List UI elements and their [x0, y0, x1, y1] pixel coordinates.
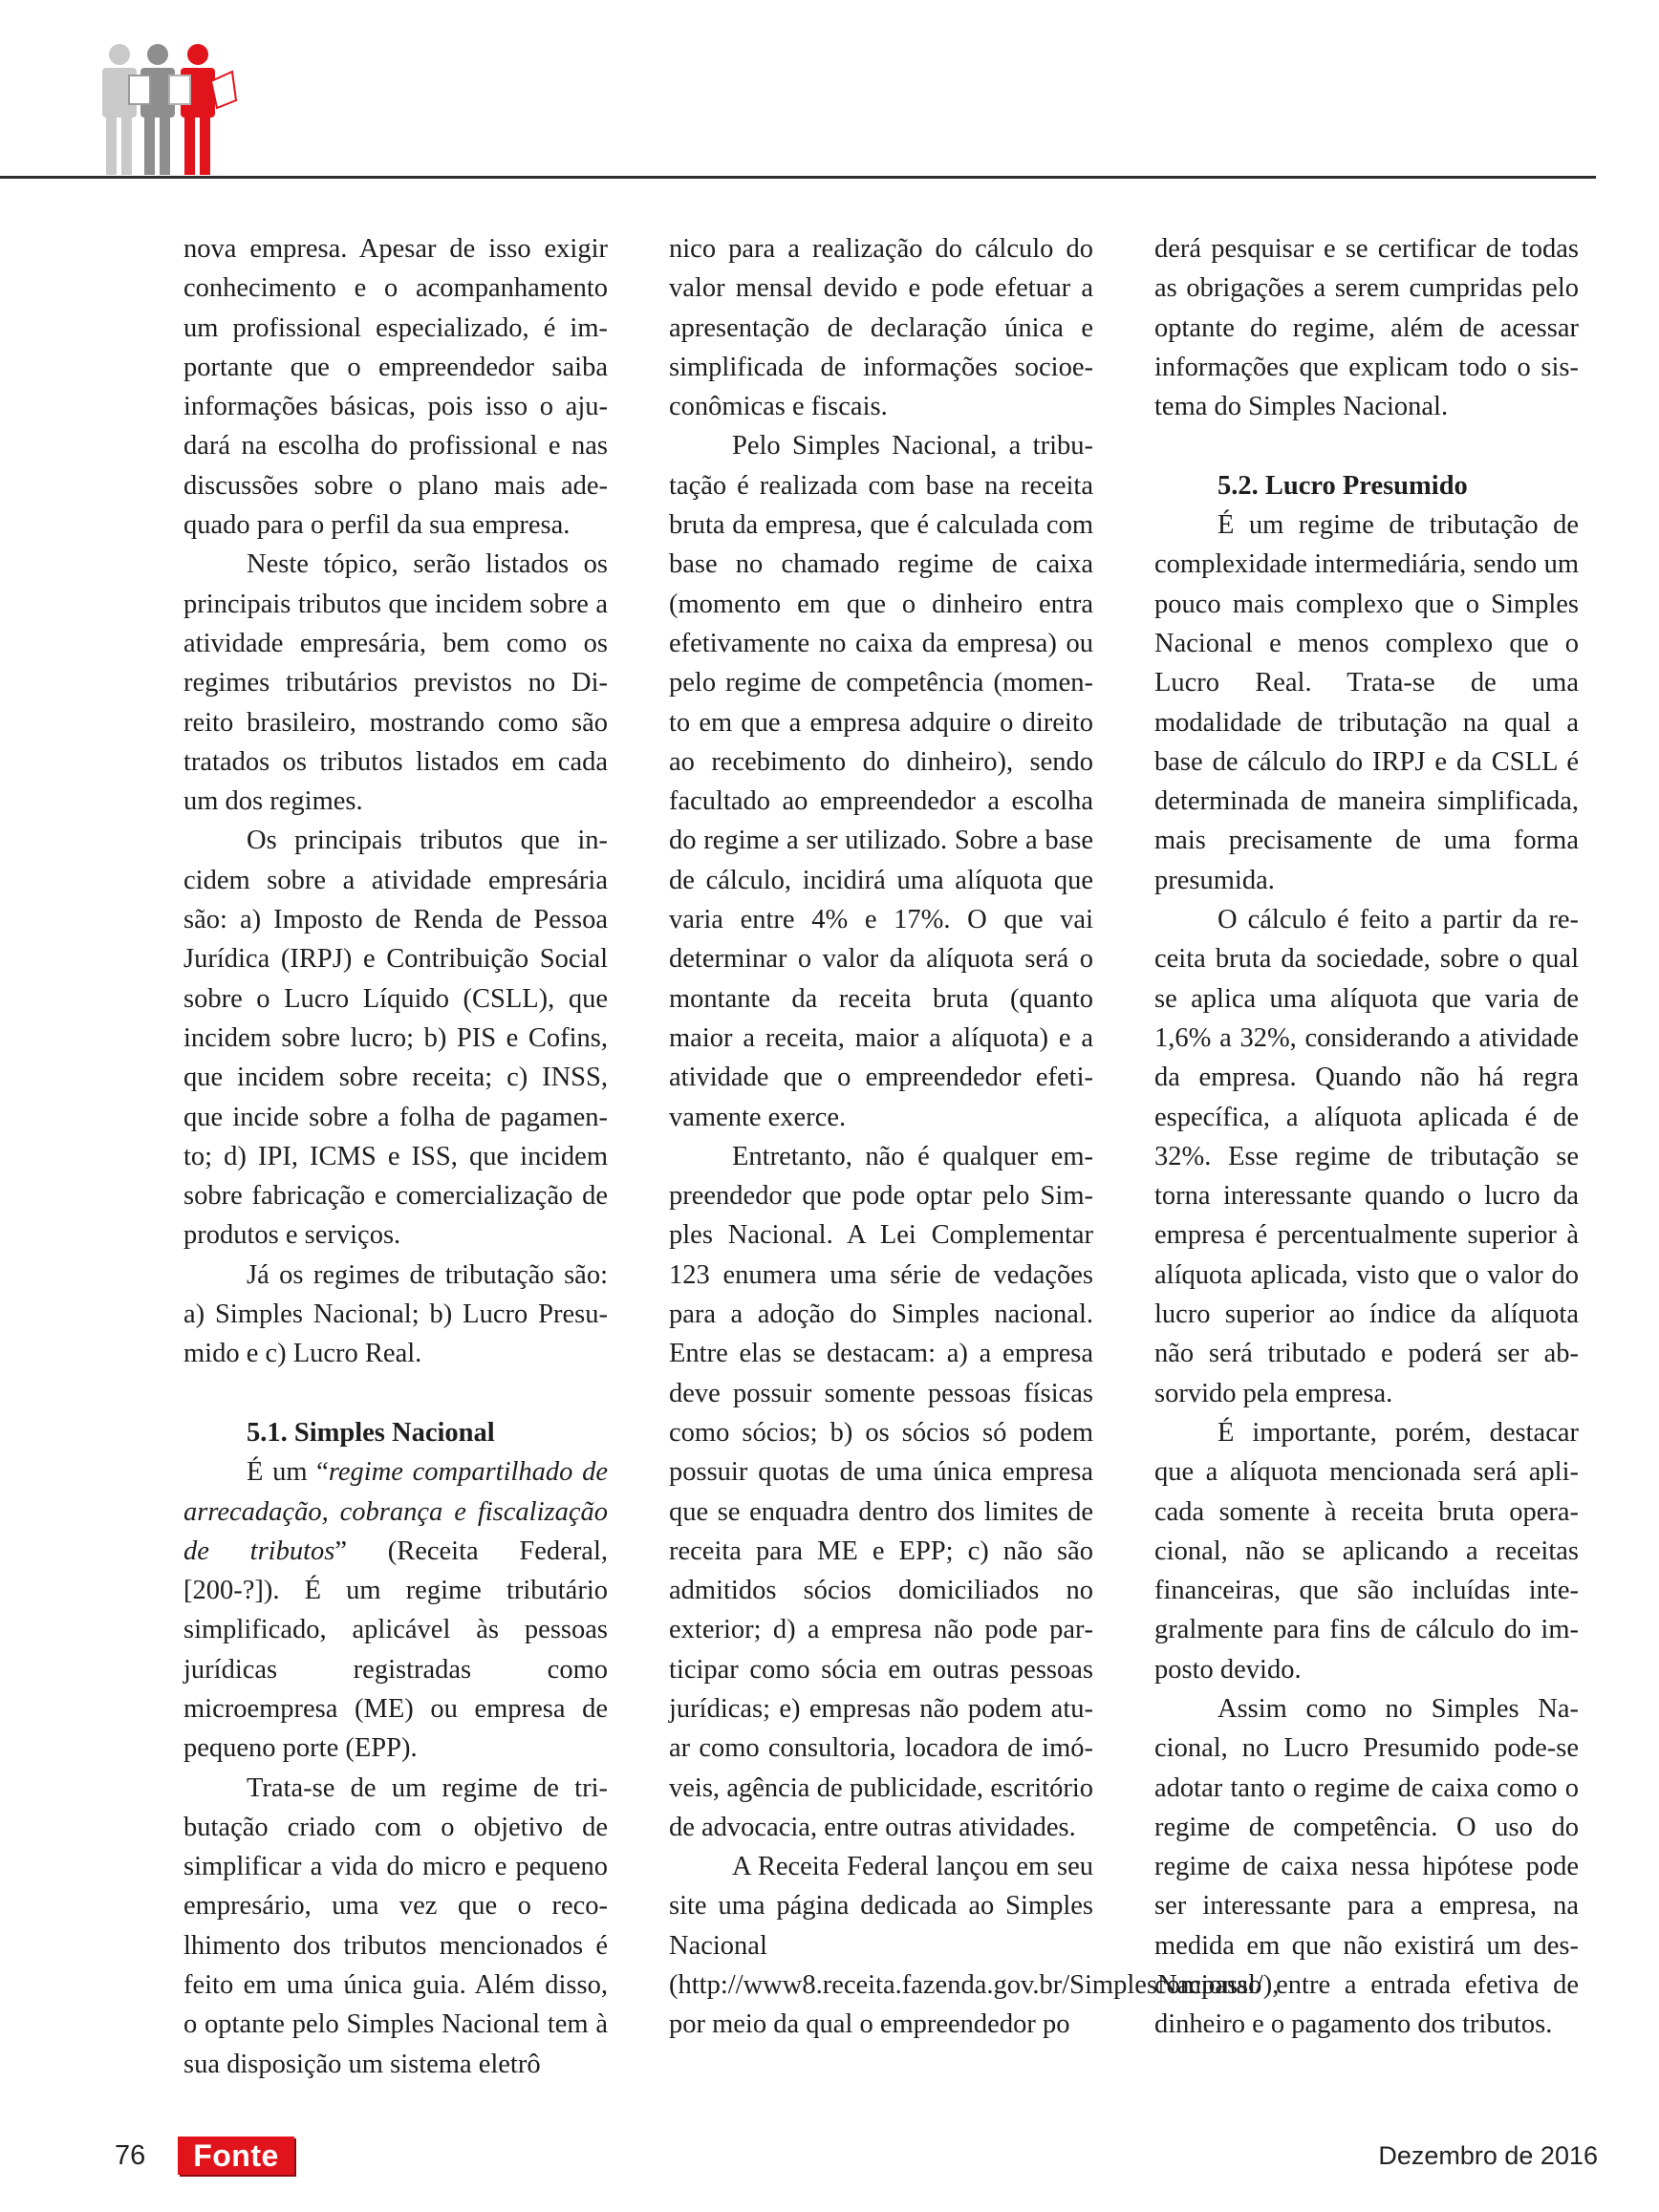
paragraph: Neste tópico, serão listados os principais tributos que incidem sobre a atividade empresária, bem como os regimes tributários previstos no Direito brasileiro, mostrando como são tratados os tributos listados em cada um dos regimes.: [183, 549, 608, 817]
quote-open: É um “: [247, 1457, 329, 1488]
paragraph: nova empresa. Apesar de isso exigir conhecimento e o acompanhamento um profissional especializado, é importante que o empreendedor saiba informações básicas, pois isso o ajudará na escolha do profissional e nas discussões sobre o plano mais adequado para o perfil da sua empresa.: [183, 234, 608, 541]
section-heading-simples-nacional: 5.1. Simples Nacional: [247, 1417, 495, 1448]
page-header: [0, 0, 1659, 182]
paragraph-definition: [183, 1452, 608, 1768]
magazine-brand-logo: Fonte: [178, 2137, 294, 2175]
people-figures-logo: [91, 43, 244, 177]
paragraph: É um regime de tributação de complexidade intermediária, sendo um pouco mais complexo que o Simples Nacional e menos complexo que o Lucro Real. Trata-se de uma modalidade de tributação na qual a base de cálculo do IRPJ e da CSLL é determinada de maneira simplificada, mais precisamente de uma forma presumida.: [1154, 510, 1579, 895]
column-3: [1154, 229, 1579, 2045]
page-number: 76: [115, 2140, 146, 2171]
quote-rest: ” (Receita Federal, [200-?]). É um regime tributário simplificado, aplicável às pessoas jurídicas registradas como microempresa (ME) ou empresa de pequeno porte (EPP).: [183, 1536, 609, 1764]
paragraph: derá pesquisar e se certificar de todas as obrigações a serem cumpridas pelo optante do regime, além de acessar informações que explicam todo o sistema do Simples Nacional.: [1154, 234, 1579, 422]
section-heading-lucro-presumido: 5.2. Lucro Presumido: [1217, 470, 1468, 501]
paragraph: Assim como no Simples Nacional, no Lucro Presumido pode-se adotar tanto o regime de caixa como o regime de competência. O uso do regime de caixa nessa hipótese pode ser interessante para a empresa, na medida em que não existirá um descompasso entre a entrada efetiva de dinheiro e o pagamento dos tributos.: [1154, 1693, 1579, 2040]
paragraph: Entretanto, não é qualquer empreendedor que pode optar pelo Simples Nacional. A Lei Complementar 123 enumera uma série de vedações para a adoção do Simples nacional. Entre elas se destacam: a) a empresa deve possuir somente pessoas físicas como sócios; b) os sócios só podem possuir quotas de uma única empresa que se enquadra dentro dos limites de receita para ME e EPP; c) não são admitidos sócios domiciliados no exterior; d) a empresa não pode participar como sócia em outras pessoas jurídicas; e) empresas não podem atuar como consultoria, locadora de imóveis, agência de publicidade, escritório de advocacia, entre outras atividades.: [669, 1141, 1093, 1842]
paragraph: É importante, porém, destacar que a alíquota mencionada será aplicada somente à receita bruta operacional, não se aplicando a receitas financeiras, que são incluídas integralmente para fins de cálculo do imposto devido.: [1154, 1417, 1579, 1685]
paragraph: Trata-se de um regime de tributação criado com o objetivo de simplificar a vida do micro e pequeno empresário, uma vez que o recolhimento dos tributos mencionados é feito em uma única guia. Além disso, o optante pelo Simples Nacional tem à sua disposição um sistema eletrô: [183, 1772, 608, 2079]
issue-date: Dezembro de 2016: [1378, 2141, 1598, 2170]
paragraph: Pelo Simples Nacional, a tributação é realizada com base na receita bruta da empresa, que é calculada com base no chamado regime de caixa (momento em que o dinheiro entra efetivamente no caixa da empresa) ou pelo regime de competência (momento em que a empresa adquire o direito ao recebimento do dinheiro), sendo facultado ao empreendedor a escolha do regime a ser utilizado. Sobre a base de cálculo, incidirá uma alíquota que varia entre 4% e 17%. O que vai determinar o valor da alíquota será o montante da receita bruta (quanto maior a receita, maior a alíquota) e a atividade que o empreendedor efetivamente exerce.: [669, 431, 1093, 1132]
header-rule: [0, 176, 1596, 179]
column-2: [669, 229, 1280, 2045]
paragraph: O cálculo é feito a partir da receita bruta da sociedade, sobre o qual se aplica uma alíquota que varia de 1,6% a 32%, considerando a atividade da empresa. Quando não há regra específica, a alíquota aplicada é de 32%. Esse regime de tributação se torna interessante quando o lucro da empresa é percentualmente superior à alíquota aplicada, visto que o valor do lucro superior ao índice da alíquota não será tributado e poderá ser absorvido pela empresa.: [1154, 905, 1579, 1408]
paragraph: Já os regimes de tributação são: a) Simples Nacional; b) Lucro Presumido e c) Lucro Real.: [183, 1259, 608, 1369]
column-1: [183, 229, 608, 2084]
quoted-definition: regime compartilhado de arrecadação, cobrança e fiscalização de tributos: [183, 1457, 609, 1566]
paragraph: nico para a realização do cálculo do valor mensal devido e pode efetuar a apresentação de declaração única e simplificada de informações socioeconômicas e fiscais.: [669, 234, 1093, 422]
paragraph: A Receita Federal lançou em seu site uma página dedicada ao Simples Nacional (http://www8.receita.fazenda.gov.br/SimplesNacional/), por meio da qual o empreendedor po: [669, 1852, 1280, 2040]
paragraph: Os principais tributos que incidem sobre a atividade empresária são: a) Imposto de Renda de Pessoa Jurídica (IRPJ) e Contribuição Social sobre o Lucro Líquido (CSLL), que incidem sobre lucro; b) PIS e Cofins, que incidem sobre receita; c) INSS, que incide sobre a folha de pagamento; d) IPI, ICMS e ISS, que incidem sobre fabricação e comercialização de produtos e serviços.: [183, 826, 608, 1251]
